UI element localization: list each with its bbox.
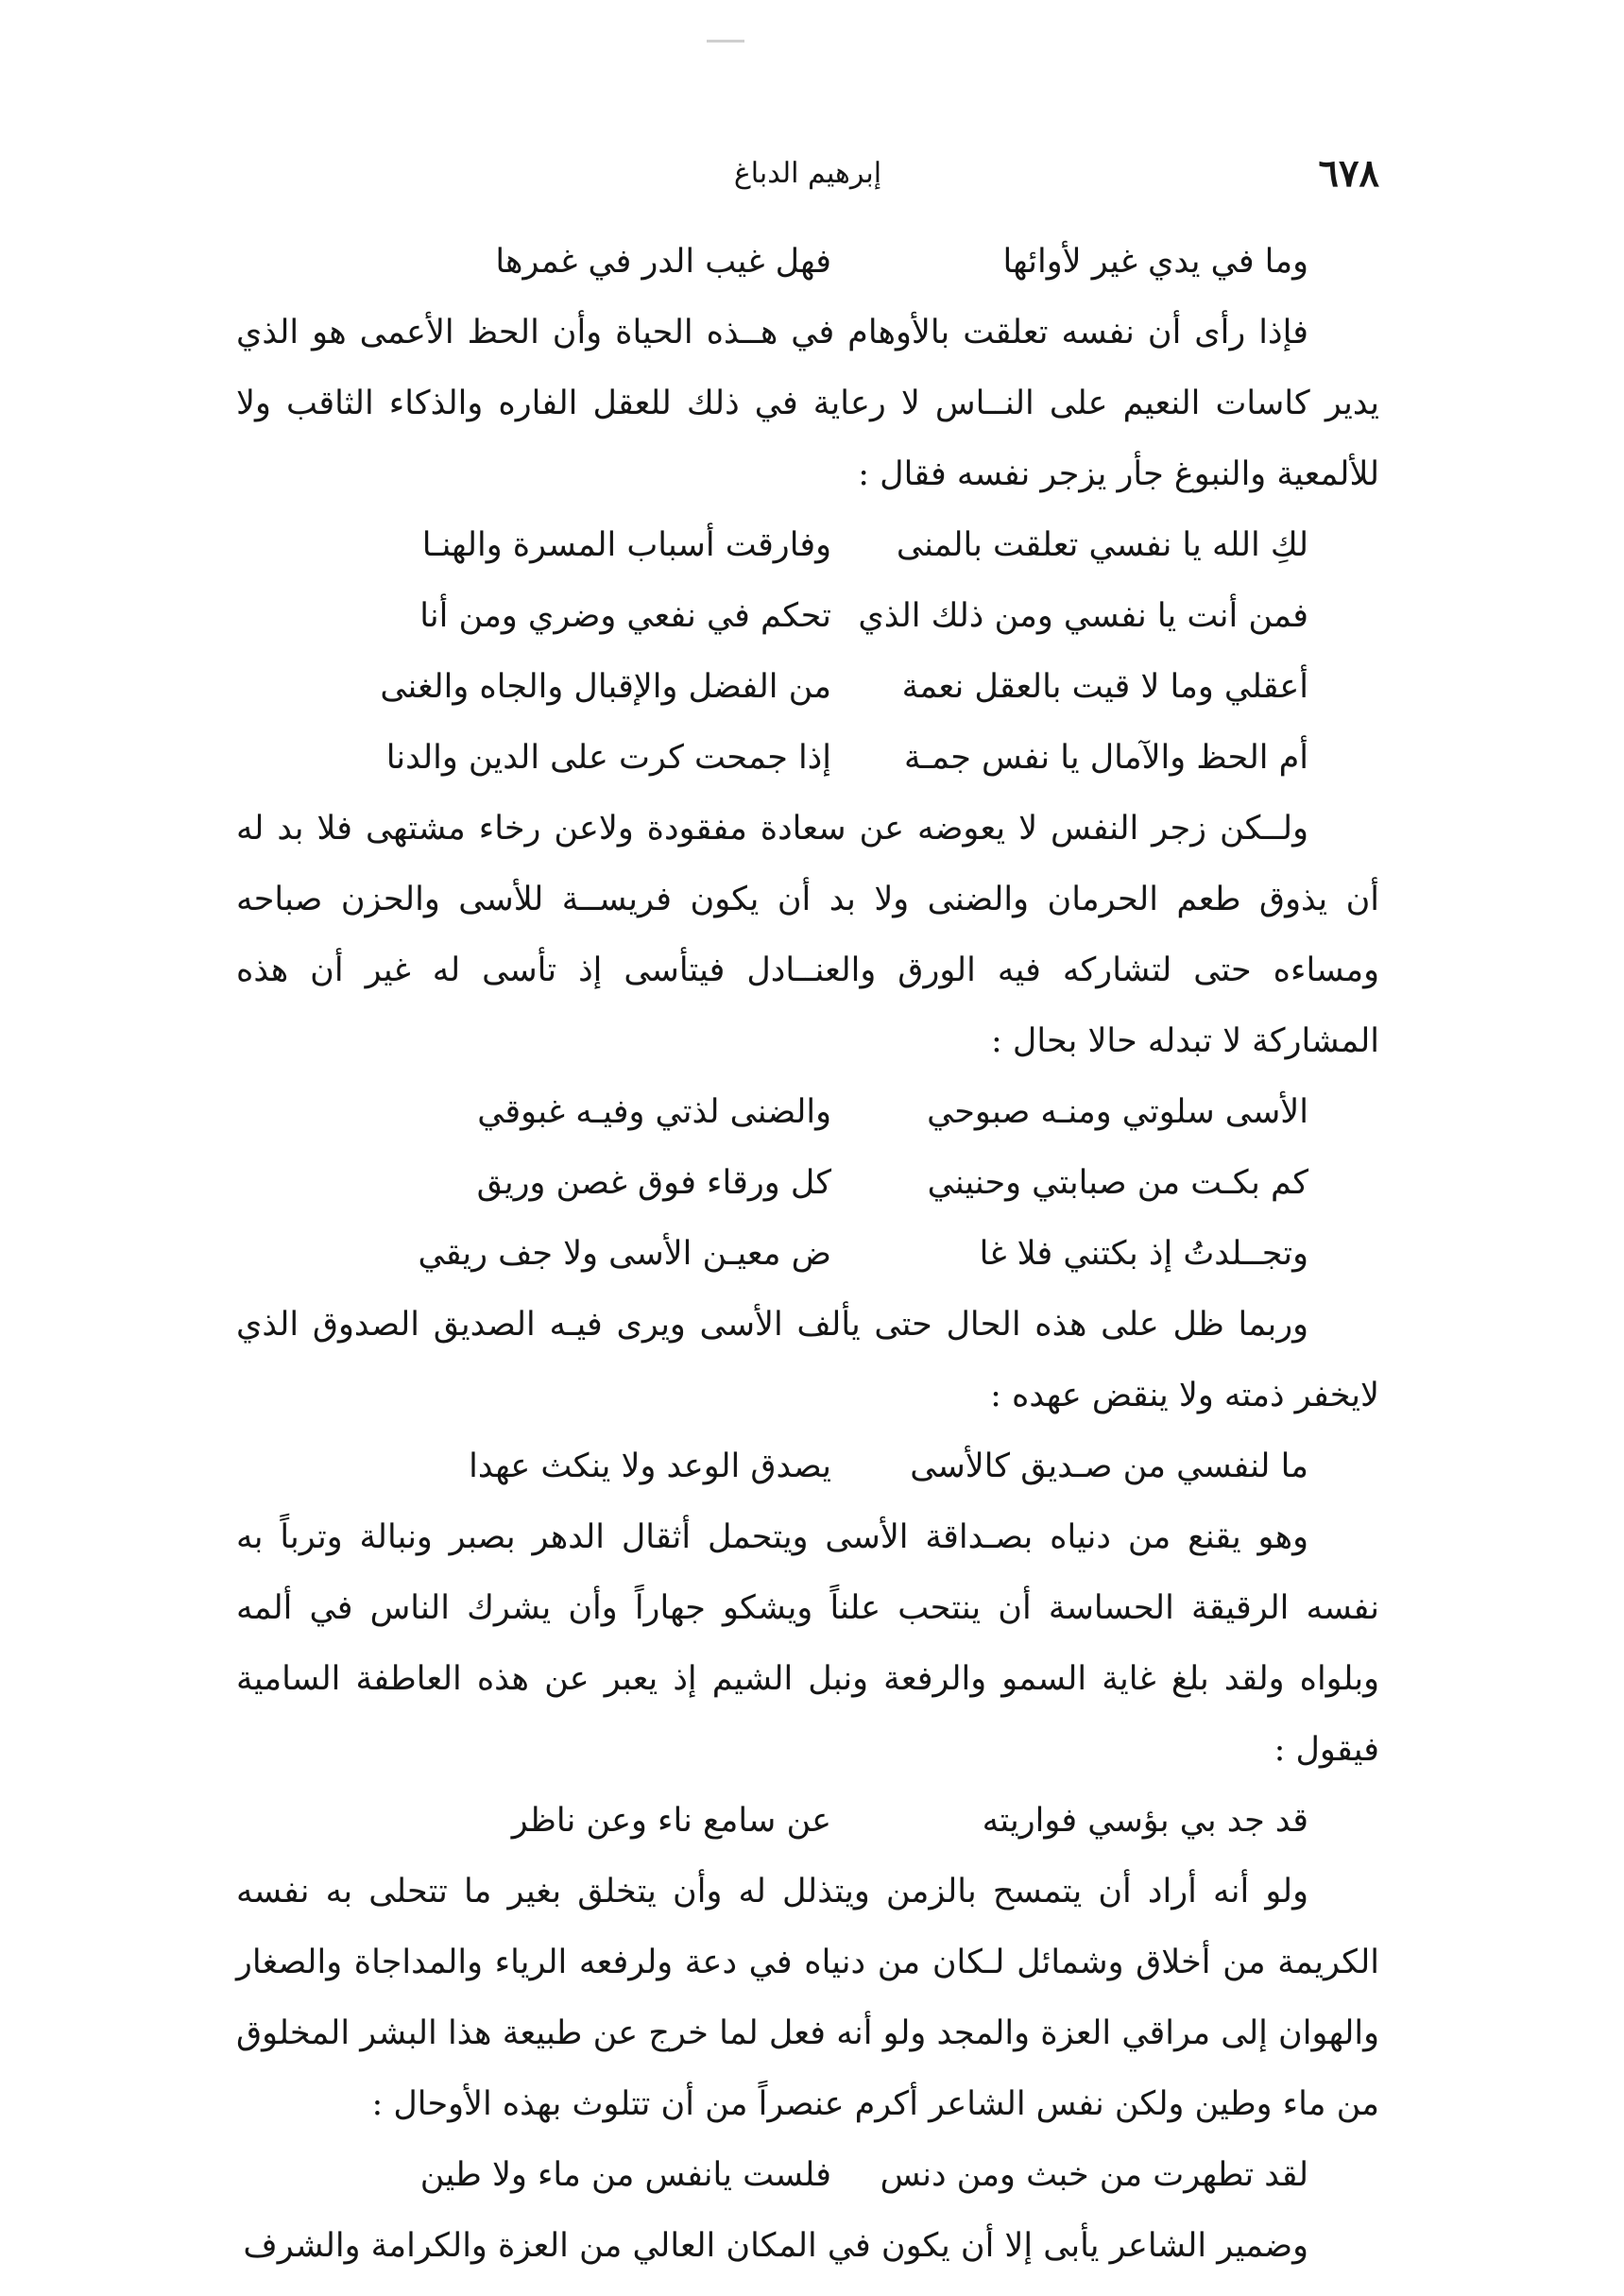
verse-second-hemistich: فلست يانفس من ماء ولا طين	[419, 2156, 831, 2194]
verse-first-hemistich: أم الحظ والآمال يا نفس جمـة	[903, 739, 1308, 777]
verse-first-hemistich: وما في يدي غير لأوائها	[1002, 243, 1308, 281]
verse-second-hemistich: كل ورقاء فوق غصن وريق	[476, 1164, 831, 1202]
verse-second-hemistich: تحكم في نفعي وضري ومن أنا	[419, 597, 831, 635]
verse-first-hemistich: قد جد بي بؤسي فواريته	[982, 1802, 1308, 1840]
verse-second-hemistich: ض معيـن الأسى ولا جف ريقي	[418, 1235, 831, 1273]
page-number: ٦٧٨	[1318, 151, 1379, 196]
verse-first-hemistich: كم بكـت من صبابتي وحنيني	[927, 1164, 1308, 1202]
paragraph: وهو يقنع من دنياه بصـداقة الأسى ويتحمل أثقال الدهر بصبر ونبالة وترباً به نفسه الرقيقة الحساسة أن ينتحب علناً ويشكو جهاراً وأن يشرك الناس في ألمه وبلواه ولقد بلغ غاية السمو والرفعة ونبل الشيم إذ يعبر عن هذه العاطفة السامية فيقول :	[236, 1518, 1379, 1769]
verse-second-hemistich: وفارقت أسباب المسرة والهنـا	[421, 526, 831, 564]
verse-second-hemistich: والضنى لذتي وفيـه غبوقي	[477, 1093, 831, 1131]
paragraph: وضمير الشاعر يأبى إلا أن يكون في المكان العالي من العزة والكرامة والشرف	[243, 2227, 1308, 2265]
verse-line	[236, 1077, 1379, 1148]
running-title: إبرهيم الدباغ	[733, 157, 882, 190]
scan-mark	[707, 40, 744, 43]
verse-first-hemistich: أعقلي وما لا قيت بالعقل نعمة	[901, 668, 1308, 706]
verse-first-hemistich: الأسى سلوتي ومنـه صبوحي	[927, 1093, 1308, 1131]
page-header	[236, 151, 1379, 208]
verse-line	[236, 581, 1379, 652]
verse-first-hemistich: لكِ الله يا نفسي تعلقت بالمنى	[896, 526, 1308, 564]
paragraph: فإذا رأى أن نفسه تعلقت بالأوهام في هــذه الحياة وأن الحظ الأعمى هو الذي يدير كاسات النعيم على النــاس لا رعاية في ذلك للعقل الفاره والذكاء الثاقب ولا للألمعية والنبوغ جأر يزجر نفسه فقال :	[236, 314, 1379, 493]
verse-line	[236, 227, 1379, 298]
verse-first-hemistich: وتجــلدتُ إذ بكتني فلا غا	[979, 1235, 1308, 1273]
paragraph: ولــكن زجر النفس لا يعوضه عن سعادة مفقودة ولاعن رخاء مشتهى فلا بد له أن يذوق طعم الحرمان والضنى ولا بد أن يكون فريســة للأسى والحزن صباحه ومساءه حتى لتشاركه فيه الورق والعنــادل فيتأسى إذ تأسى له غير أن هذه المشاركة لا تبدله حالا بحال :	[236, 810, 1379, 1060]
paragraph: ولو أنه أراد أن يتمسح بالزمن ويتذلل له وأن يتخلق بغير ما تتحلى به نفسه الكريمة من أخلاق وشمائل لـكان من دنياه في دعة ولرفعه الرياء والمداجاة والصغار والهوان إلى مراقي العزة والمجد ولو أنه فعل لما خرج عن طبيعة هذا البشر المخلوق من ماء وطين ولكن نفس الشاعر أكرم عنصراً من أن تتلوث بهذه الأوحال :	[236, 1873, 1379, 2123]
verse-first-hemistich: فمن أنت يا نفسي ومن ذلك الذي	[858, 597, 1308, 635]
verse-line	[236, 2140, 1379, 2211]
verse-line	[236, 723, 1379, 794]
paragraph: وربما ظل على هذه الحال حتى يألف الأسى ويرى فيـه الصديق الصدوق الذي لايخفر ذمته ولا ينقض عهده :	[236, 1306, 1379, 1414]
verse-line	[236, 510, 1379, 581]
verse-line	[236, 652, 1379, 723]
verse-second-hemistich: من الفضل والإقبال والجاه والغنى	[380, 668, 831, 706]
verse-line	[236, 1431, 1379, 1502]
verse-second-hemistich: فهل غيب الدر في غمرها	[495, 243, 831, 281]
verse-second-hemistich: إذا جمحت كرت على الدين والدنا	[385, 739, 831, 777]
verse-line	[236, 1219, 1379, 1290]
verse-line	[236, 1148, 1379, 1219]
verse-second-hemistich: عن سامع ناء وعن ناظر	[511, 1802, 831, 1840]
verse-first-hemistich: لقد تطهرت من خبث ومن دنس	[880, 2156, 1308, 2194]
page-body	[236, 227, 1379, 2282]
verse-second-hemistich: يصدق الوعد ولا ينكث عهدا	[469, 1448, 831, 1485]
verse-line	[236, 1786, 1379, 1857]
verse-first-hemistich: ما لنفسي من صـديق كالأسى	[910, 1448, 1308, 1485]
